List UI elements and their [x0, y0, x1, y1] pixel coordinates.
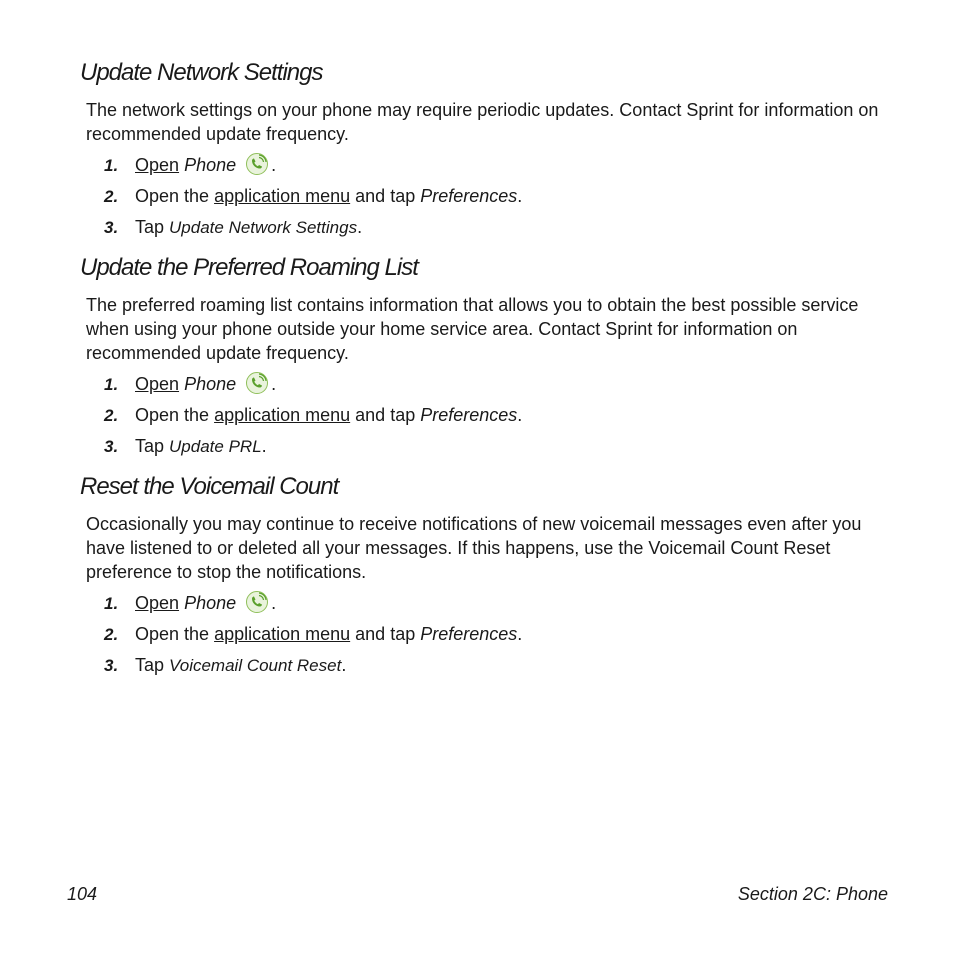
open-link[interactable]: Open [135, 155, 180, 175]
step-text: Open the [135, 186, 215, 206]
step-text: and tap [350, 624, 421, 644]
section-label: Section 2C: Phone [737, 884, 888, 904]
page-number: 104 [67, 884, 98, 904]
step-list [80, 369, 900, 462]
page-content [80, 58, 900, 691]
phone-icon [245, 590, 271, 614]
option-label: Voicemail Count Reset [169, 656, 342, 675]
step-number: 1. [104, 156, 119, 175]
step-open-phone [80, 150, 900, 181]
step-text: Tap [135, 655, 170, 675]
step-tap-option [80, 650, 900, 681]
preferences-label: Preferences [420, 624, 518, 644]
step-text: Tap [135, 436, 170, 456]
application-menu-link[interactable]: application menu [214, 405, 351, 425]
section-heading: Update Network Settings [80, 59, 323, 86]
step-list [80, 150, 900, 243]
phone-icon [245, 371, 271, 395]
option-label: Update PRL [169, 437, 262, 456]
section-update-prl [80, 253, 900, 462]
application-menu-link[interactable]: application menu [214, 186, 351, 206]
step-punct: . [517, 624, 523, 644]
step-punct: . [341, 655, 347, 675]
open-link[interactable]: Open [135, 374, 180, 394]
step-open-app-menu [80, 181, 900, 212]
step-number: 2. [104, 625, 119, 644]
section-body: The preferred roaming list contains information that allows you to obtain the best possible service when using your phone outside your home service area. Contact Sprint for information on recommended update frequency. [86, 295, 859, 363]
step-text: Open the [135, 624, 215, 644]
step-open-app-menu [80, 400, 900, 431]
phone-app-name: Phone [184, 155, 237, 175]
step-number: 1. [104, 375, 119, 394]
application-menu-link[interactable]: application menu [214, 624, 351, 644]
step-text: and tap [350, 405, 421, 425]
step-number: 3. [104, 437, 119, 456]
step-number: 3. [104, 656, 119, 675]
step-tap-option [80, 212, 900, 243]
section-body: Occasionally you may continue to receive notifications of new voicemail messages even after you have listened to or deleted all your messages. If this happens, use the Voicemail Count Reset preference to stop the notifications. [86, 514, 862, 582]
option-label: Update Network Settings [169, 218, 358, 237]
step-open-phone [80, 369, 900, 400]
open-link[interactable]: Open [135, 593, 180, 613]
step-punct: . [517, 186, 523, 206]
step-list [80, 588, 900, 681]
step-number: 2. [104, 406, 119, 425]
step-punct: . [271, 593, 277, 613]
step-punct: . [271, 374, 277, 394]
phone-app-name: Phone [184, 593, 237, 613]
step-punct: . [357, 217, 363, 237]
step-text: Tap [135, 217, 170, 237]
step-number: 1. [104, 594, 119, 613]
step-number: 3. [104, 218, 119, 237]
phone-icon [245, 152, 271, 176]
preferences-label: Preferences [420, 186, 518, 206]
step-text: Open the [135, 405, 215, 425]
step-open-phone [80, 588, 900, 619]
step-punct: . [261, 436, 267, 456]
section-update-network-settings [80, 58, 900, 243]
step-tap-option [80, 431, 900, 462]
step-number: 2. [104, 187, 119, 206]
section-reset-voicemail-count [80, 472, 900, 681]
step-punct: . [517, 405, 523, 425]
section-heading: Update the Preferred Roaming List [80, 254, 418, 281]
step-text: and tap [350, 186, 421, 206]
preferences-label: Preferences [420, 405, 518, 425]
section-body: The network settings on your phone may require periodic updates. Contact Sprint for information on recommended update frequency. [86, 100, 879, 144]
section-heading: Reset the Voicemail Count [80, 473, 339, 500]
phone-app-name: Phone [184, 374, 237, 394]
step-punct: . [271, 155, 277, 175]
step-open-app-menu [80, 619, 900, 650]
